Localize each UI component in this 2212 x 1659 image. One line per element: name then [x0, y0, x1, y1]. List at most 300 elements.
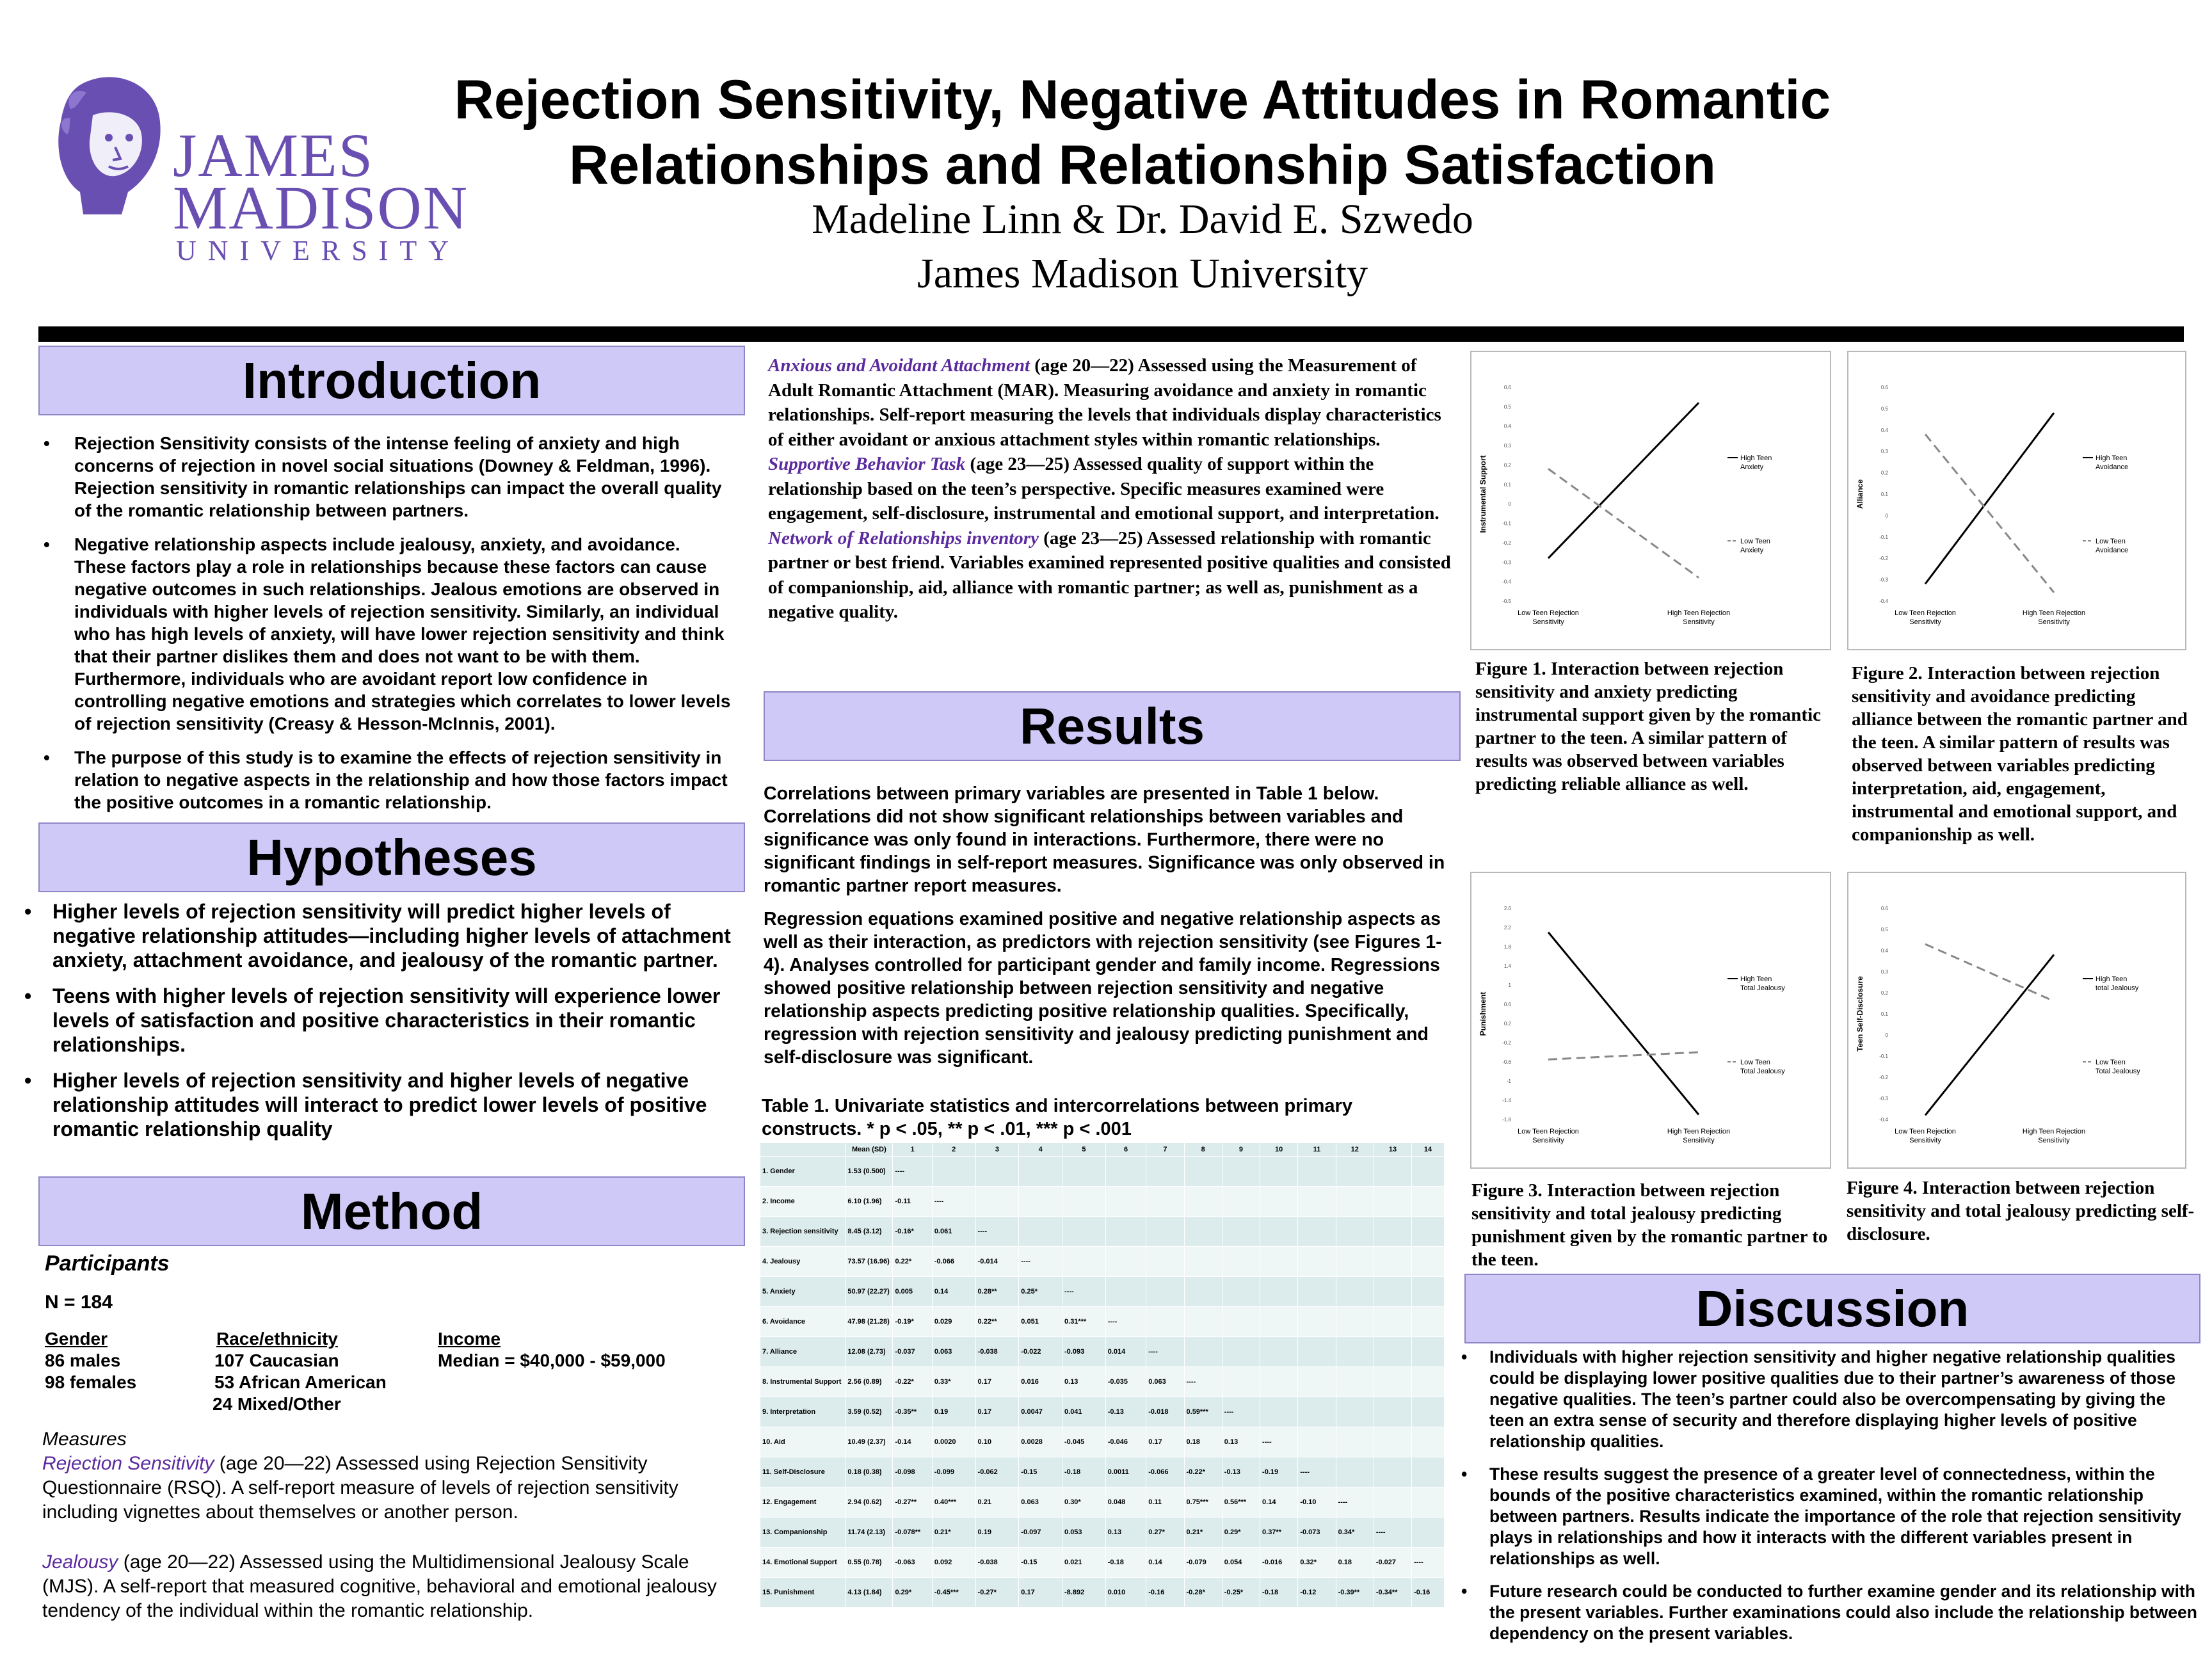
figure-4-plot: [1848, 873, 2185, 1167]
table-cell: -0.11: [893, 1187, 932, 1217]
table-cell: 5. Anxiety: [760, 1277, 846, 1307]
table-cell: 0.21*: [932, 1518, 975, 1548]
table-cell: 1.53 (0.500): [846, 1157, 893, 1187]
table-header-cell: 7: [1146, 1143, 1184, 1157]
table-cell: [1298, 1307, 1336, 1337]
table-cell: 15. Punishment: [760, 1578, 846, 1608]
y-tick-label: -0.5: [1502, 598, 1511, 604]
table-cell: -0.066: [932, 1247, 975, 1277]
table-cell: [1260, 1187, 1298, 1217]
table-cell: [1336, 1217, 1374, 1247]
x-tick-label: High Teen Rejection Sensitivity: [2022, 1128, 2086, 1144]
table-cell: [1184, 1277, 1222, 1307]
table-header-cell: 12: [1336, 1143, 1374, 1157]
table-cell: -0.079: [1184, 1548, 1222, 1578]
table-cell: [1105, 1217, 1146, 1247]
measures-label: Measures: [42, 1429, 127, 1450]
y-tick-label: -0.1: [1502, 520, 1511, 527]
table-cell: [1184, 1337, 1222, 1367]
table-cell: 3.59 (0.52): [846, 1397, 893, 1427]
table-cell: 0.22**: [975, 1307, 1019, 1337]
table-cell: [1412, 1457, 1445, 1487]
table-cell: [1298, 1337, 1336, 1367]
table-cell: 0.25*: [1019, 1277, 1062, 1307]
table-cell: [1374, 1217, 1411, 1247]
y-tick-label: 0.4: [1503, 423, 1511, 429]
table-cell: ----: [1260, 1427, 1298, 1457]
table-cell: 4. Jealousy: [760, 1247, 846, 1277]
table-cell: 0.21: [975, 1487, 1019, 1518]
table-cell: -0.18: [1260, 1578, 1298, 1608]
y-tick-label: -0.2: [1879, 1075, 1888, 1080]
table-header-cell: 1: [893, 1143, 932, 1157]
race-label: Race/ethnicity: [216, 1329, 338, 1349]
table-cell: [1336, 1247, 1374, 1277]
race-mixed: 24 Mixed/Other: [212, 1394, 341, 1414]
table-cell: -0.16: [1146, 1578, 1184, 1608]
table-cell: [1260, 1307, 1298, 1337]
table-cell: 0.063: [1019, 1487, 1062, 1518]
legend-label: Low Teen Total Jealousy: [1740, 1059, 1785, 1075]
table-cell: -0.28*: [1184, 1578, 1222, 1608]
list-item: • Future research could be conducted to further examine gender and its relationship with the present variables. Further examinations could also include the relationship between dependency on the present variables.: [1456, 1581, 2199, 1644]
series-line: [1925, 434, 2054, 592]
table-cell: -0.063: [893, 1548, 932, 1578]
table-cell: -0.073: [1298, 1518, 1336, 1548]
table-row: [760, 1518, 1445, 1548]
table-cell: -0.34**: [1374, 1578, 1411, 1608]
table-cell: -0.038: [975, 1548, 1019, 1578]
y-tick-label: 2.2: [1503, 925, 1511, 931]
x-tick-label: High Teen Rejection Sensitivity: [1667, 1128, 1731, 1144]
table-cell: [1374, 1157, 1411, 1187]
table-grid: [760, 1142, 1445, 1608]
hypotheses-heading: Hypotheses: [38, 822, 745, 892]
y-tick-label: 0: [1885, 513, 1888, 519]
table-header-cell: 2: [932, 1143, 975, 1157]
table-cell: ----: [1019, 1247, 1062, 1277]
table-cell: [1105, 1277, 1146, 1307]
figure-4: [1847, 872, 2186, 1169]
table-cell: [1260, 1277, 1298, 1307]
header-divider: [38, 326, 2184, 342]
table-cell: 0.33*: [932, 1367, 975, 1397]
table-cell: 9. Interpretation: [760, 1397, 846, 1427]
table-cell: -0.016: [1260, 1548, 1298, 1578]
table-cell: 0.0011: [1105, 1457, 1146, 1487]
legend-label: Low Teen Avoidance: [2096, 538, 2129, 554]
table-cell: -0.097: [1019, 1518, 1062, 1548]
table-cell: [1222, 1337, 1260, 1367]
y-tick-label: 0.6: [1880, 385, 1888, 390]
table-cell: [932, 1157, 975, 1187]
table-cell: [1412, 1487, 1445, 1518]
table-caption: [762, 1094, 1459, 1141]
table-cell: -0.038: [975, 1337, 1019, 1367]
y-tick-label: 0.6: [1880, 906, 1888, 911]
table-cell: 0.0020: [932, 1427, 975, 1457]
y-tick-label: 0.2: [1880, 470, 1888, 476]
discussion-list: [1456, 1347, 2199, 1656]
list-item: • Teens with higher levels of rejection sensitivity will experience lower levels of satisfaction and positive characteristics in their romantic relationships.: [19, 984, 742, 1057]
table-cell: -0.027: [1374, 1548, 1411, 1578]
table-cell: -0.046: [1105, 1427, 1146, 1457]
table-cell: 0.21*: [1184, 1518, 1222, 1548]
table-cell: 12. Engagement: [760, 1487, 846, 1518]
table-cell: 0.19: [975, 1518, 1019, 1548]
table-cell: [1412, 1367, 1445, 1397]
table-row: [760, 1187, 1445, 1217]
table-cell: [1146, 1187, 1184, 1217]
table-cell: [1336, 1187, 1374, 1217]
y-tick-label: 0.3: [1880, 969, 1888, 975]
madison-portrait-icon: [45, 70, 179, 218]
table-cell: [975, 1157, 1019, 1187]
race-african-american: 53 African American: [214, 1372, 387, 1392]
table-cell: 73.57 (16.96): [846, 1247, 893, 1277]
table-cell: [1374, 1487, 1411, 1518]
table-cell: [1260, 1247, 1298, 1277]
table-cell: 0.14: [1146, 1548, 1184, 1578]
logo-word-university: UNIVERSITY: [176, 235, 460, 266]
measures-continued: [768, 353, 1456, 625]
table-cell: [1062, 1247, 1106, 1277]
table-header-cell: 3: [975, 1143, 1019, 1157]
table-cell: ----: [1298, 1457, 1336, 1487]
table-row: [760, 1578, 1445, 1608]
table-cell: [1298, 1277, 1336, 1307]
legend-label: Low Teen Anxiety: [1740, 538, 1770, 554]
poster-title: [358, 67, 1927, 198]
table-cell: [1336, 1277, 1374, 1307]
y-axis-label: Alliance: [1855, 479, 1864, 509]
figure-1-caption: Figure 1. Interaction between rejection sensitivity and anxiety predicting instrumental support given by the romantic partner to the teen. A similar pattern of results was observed between variables predicting reliable alliance as well.: [1475, 659, 1822, 794]
y-tick-label: -0.4: [1879, 598, 1888, 604]
table-cell: [1374, 1337, 1411, 1367]
table-cell: 0.37**: [1260, 1518, 1298, 1548]
measure-rejection-sensitivity: [42, 1452, 743, 1525]
table-cell: 0.17: [1146, 1427, 1184, 1457]
y-tick-label: 0.5: [1503, 404, 1511, 410]
table-cell: 0.0047: [1019, 1397, 1062, 1427]
figure-1: [1470, 351, 1831, 650]
table-cell: [1412, 1157, 1445, 1187]
table-cell: 0.014: [1105, 1337, 1146, 1367]
table-cell: -0.22*: [893, 1367, 932, 1397]
x-tick-label: High Teen Rejection Sensitivity: [2022, 609, 2086, 626]
table-cell: 0.13: [1222, 1427, 1260, 1457]
y-axis-label: Instrumental Support: [1479, 455, 1487, 533]
table-cell: [1298, 1187, 1336, 1217]
table-cell: -0.45***: [932, 1578, 975, 1608]
table-cell: -0.14: [893, 1427, 932, 1457]
table-cell: [1184, 1157, 1222, 1187]
table-cell: 0.31***: [1062, 1307, 1106, 1337]
table-cell: -0.12: [1298, 1578, 1336, 1608]
introduction-heading: Introduction: [38, 346, 745, 415]
results-heading: Results: [764, 691, 1461, 761]
table-cell: 0.32*: [1298, 1548, 1336, 1578]
table-cell: [1146, 1277, 1184, 1307]
table-cell: -8.892: [1062, 1578, 1106, 1608]
y-tick-label: -0.6: [1502, 1059, 1511, 1065]
title-line-2: Relationships and Relationship Satisfaction: [569, 134, 1716, 196]
y-tick-label: 0.1: [1880, 1011, 1888, 1017]
table-cell: 0.010: [1105, 1578, 1146, 1608]
table-cell: ----: [1374, 1518, 1411, 1548]
table-cell: 0.22*: [893, 1247, 932, 1277]
figure-3-plot: [1471, 873, 1830, 1167]
table-cell: [1298, 1217, 1336, 1247]
series-line: [1548, 933, 1699, 1115]
table-cell: ----: [893, 1157, 932, 1187]
series-line: [1925, 944, 2054, 1001]
figure-2-caption: Figure 2. Interaction between rejection sensitivity and avoidance predicting alliance between the romantic partner and the teen. A similar pattern of results was observed between variables predicting interpretation, aid, engagement, instrumental and emotional support, and companionship as well.: [1852, 663, 2188, 845]
table-cell: 50.97 (22.27): [846, 1277, 893, 1307]
y-tick-label: 0.2: [1880, 990, 1888, 996]
table-row: [760, 1337, 1445, 1367]
table-header-cell: 8: [1184, 1143, 1222, 1157]
table-cell: [1260, 1397, 1298, 1427]
table-cell: -0.099: [932, 1457, 975, 1487]
table-cell: 0.029: [932, 1307, 975, 1337]
list-item: • Higher levels of rejection sensitivity will predict higher levels of negative relationship attitudes—including higher levels of attachment anxiety, attachment avoidance, and jealousy of the romantic partner.: [19, 899, 742, 972]
table-header-cell: 9: [1222, 1143, 1260, 1157]
table-cell: [1260, 1367, 1298, 1397]
table-cell: 0.17: [975, 1367, 1019, 1397]
table-cell: -0.25*: [1222, 1578, 1260, 1608]
y-tick-label: 0.6: [1503, 1002, 1511, 1007]
gender-male: 86 males: [45, 1350, 121, 1370]
table-header-cell: 4: [1019, 1143, 1062, 1157]
table-cell: -0.014: [975, 1247, 1019, 1277]
table-cell: 0.13: [1105, 1518, 1146, 1548]
table-header-cell: 11: [1298, 1143, 1336, 1157]
series-line: [1548, 1052, 1699, 1059]
y-tick-label: -0.3: [1879, 1096, 1888, 1102]
table-cell: 0.10: [975, 1427, 1019, 1457]
table-cell: 0.14: [932, 1277, 975, 1307]
x-tick-label: High Teen Rejection Sensitivity: [1667, 609, 1731, 626]
table-cell: -0.27*: [975, 1578, 1019, 1608]
measure-text: (age 20—22) Assessed using the Measurement of Adult Romantic Attachment (MAR). Measuring avoidance and anxiety in romantic relationships. Self-report measuring the levels that individuals display characteristics of either avoidant or anxious attachment styles within romantic relationships.: [768, 355, 1441, 450]
table-row: [760, 1427, 1445, 1457]
table-cell: [1184, 1217, 1222, 1247]
figure-1-plot: [1471, 352, 1830, 649]
table-cell: 11.74 (2.13): [846, 1518, 893, 1548]
table-cell: 0.063: [1146, 1367, 1184, 1397]
table-cell: -0.19: [1260, 1457, 1298, 1487]
authors: Madeline Linn & Dr. David E. Szwedo: [812, 196, 1473, 243]
y-axis-label: Punishment: [1479, 991, 1487, 1036]
table-cell: -0.15: [1019, 1457, 1062, 1487]
table-cell: ----: [1146, 1337, 1184, 1367]
table-cell: 4.13 (1.84): [846, 1578, 893, 1608]
table-row: [760, 1487, 1445, 1518]
table-cell: [1336, 1307, 1374, 1337]
list-item: • Negative relationship aspects include jealousy, anxiety, and avoidance. These factors play a role in relationships because these factors can cause negative outcomes in such relationships. Jealous emotions are observed in individuals with higher levels of rejection sensitivity. Similarly, an individual who has high levels of anxiety, will have lower rejection sensitivity and think that their partner dislikes them and does not want to be with them. Furthermore, individuals who are avoidant report low confidence in controlling negative emotions and strategies which correlates to lower levels of rejection sensitivity (Creasy & Hesson-McInnis, 2001).: [38, 533, 736, 735]
table-cell: [1298, 1247, 1336, 1277]
table-cell: [1412, 1337, 1445, 1367]
introduction-list: [38, 432, 736, 825]
table-cell: [1412, 1247, 1445, 1277]
table-cell: [1298, 1397, 1336, 1427]
table-cell: -0.098: [893, 1457, 932, 1487]
table-cell: ----: [932, 1187, 975, 1217]
y-tick-label: 1: [1508, 982, 1511, 988]
method-heading: Method: [38, 1176, 745, 1246]
table-cell: [1146, 1217, 1184, 1247]
y-tick-label: 0.3: [1880, 449, 1888, 455]
table-cell: [1062, 1217, 1106, 1247]
table-cell: [1062, 1187, 1106, 1217]
table-cell: [1412, 1187, 1445, 1217]
list-item: • Individuals with higher rejection sensitivity and higher negative relationship qualities could be displaying lower positive qualities due to their partner’s awareness of those negative qualities. The teen’s partner could also be overcompensating by giving the teen an extra sense of security and therefore displaying higher levels of positive relationship qualities.: [1456, 1347, 2199, 1452]
table-cell: ----: [1105, 1307, 1146, 1337]
figure-3-caption: Figure 3. Interaction between rejection sensitivity and total jealousy predicting punishment given by the romantic partner to the teen.: [1471, 1180, 1828, 1270]
table-cell: [1105, 1157, 1146, 1187]
table-header-cell: 13: [1374, 1143, 1411, 1157]
measure-text: (age 20—22) Assessed using Rejection Sensitivity Questionnaire (RSQ). A self-report measure of levels of rejection sensitivity including vignettes about themselves or another person.: [42, 1453, 678, 1523]
table-cell: [1412, 1277, 1445, 1307]
series-line: [1548, 403, 1699, 558]
table-header-cell: 6: [1105, 1143, 1146, 1157]
table-cell: -0.18: [1062, 1457, 1106, 1487]
table-cell: -0.037: [893, 1337, 932, 1367]
table-cell: 6.10 (1.96): [846, 1187, 893, 1217]
title-line-1: Rejection Sensitivity, Negative Attitudes in Romantic: [454, 69, 1831, 131]
table-cell: [1260, 1337, 1298, 1367]
table-cell: 0.048: [1105, 1487, 1146, 1518]
measure-name: Jealousy: [42, 1551, 118, 1573]
measure-name: Supportive Behavior Task: [768, 454, 966, 474]
table-cell: -0.018: [1146, 1397, 1184, 1427]
table-cell: 47.98 (21.28): [846, 1307, 893, 1337]
y-tick-label: 0.2: [1503, 462, 1511, 469]
figure-2: [1847, 351, 2186, 650]
table-header-cell: 10: [1260, 1143, 1298, 1157]
y-tick-label: -1.8: [1502, 1117, 1511, 1123]
table-cell: ----: [975, 1217, 1019, 1247]
table-cell: [1374, 1307, 1411, 1337]
discussion-heading: Discussion: [1464, 1274, 2200, 1343]
hypotheses-list: [19, 899, 742, 1153]
logo-word-madison: MADISON: [173, 173, 469, 242]
table-row: [760, 1157, 1445, 1187]
legend-label: High Teen total Jealousy: [2096, 975, 2139, 992]
y-tick-label: -0.3: [1502, 559, 1511, 566]
table-cell: -0.35**: [893, 1397, 932, 1427]
y-tick-label: 0.2: [1503, 1021, 1511, 1027]
table-cell: [1298, 1157, 1336, 1187]
table-cell: 0.054: [1222, 1548, 1260, 1578]
table-cell: 0.55 (0.78): [846, 1548, 893, 1578]
measure-text: (age 23—25) Assessed quality of support within the relationship based on the teen’s perspective. Specific measures examined were engagement, self-disclosure, instrumental and emotional support, and interpretation.: [768, 454, 1439, 524]
y-tick-label: 0.4: [1880, 427, 1888, 433]
list-item: • These results suggest the presence of a greater level of connectedness, within the bounds of the positive characteristics examined, within the romantic relationship between partners. Results indicate the importance of the role that rejection sensitivity plays in relationships and how it interacts with the different variables present in relationships as well.: [1456, 1464, 2199, 1569]
table-cell: 0.061: [932, 1217, 975, 1247]
table-cell: 2.56 (0.89): [846, 1367, 893, 1397]
table-cell: [1019, 1217, 1062, 1247]
series-line: [1548, 469, 1699, 578]
x-tick-label: Low Teen Rejection Sensitivity: [1895, 1128, 1956, 1144]
y-tick-label: 0.1: [1880, 492, 1888, 497]
table-cell: 0.005: [893, 1277, 932, 1307]
table-cell: -0.39**: [1336, 1578, 1374, 1608]
table-cell: 0.051: [1019, 1307, 1062, 1337]
table-cell: [1336, 1367, 1374, 1397]
income-median: Median = $40,000 - $59,000: [438, 1350, 666, 1370]
series-line: [1925, 955, 2054, 1116]
figure-4-caption: Figure 4. Interaction between rejection sensitivity and total jealousy predicting self-disclosure.: [1847, 1178, 2195, 1244]
table-cell: 8.45 (3.12): [846, 1217, 893, 1247]
table-cell: [1374, 1247, 1411, 1277]
y-tick-label: 0: [1885, 1032, 1888, 1038]
table-cell: [1412, 1397, 1445, 1427]
table-cell: [1146, 1157, 1184, 1187]
legend-label: High Teen Anxiety: [1740, 454, 1772, 471]
table-cell: 0.14: [1260, 1487, 1298, 1518]
table-caption-line-1: Table 1. Univariate statistics and intercorrelations between primary: [762, 1096, 1352, 1116]
results-paragraph-1: Correlations between primary variables are presented in Table 1 below. Correlations did not show significant relationships between variables and significance was only found in interactions. Furthermore, there were no significant findings in self-report measures. Significance was only observed in romantic partner report measures.: [764, 783, 1445, 896]
y-tick-label: -0.2: [1502, 540, 1511, 546]
table-cell: 10.49 (2.37): [846, 1427, 893, 1457]
table-cell: 0.063: [932, 1337, 975, 1367]
table-cell: 0.17: [975, 1397, 1019, 1427]
table-cell: 0.19: [932, 1397, 975, 1427]
table-cell: [1374, 1397, 1411, 1427]
table-cell: 0.053: [1062, 1518, 1106, 1548]
y-tick-label: -0.4: [1879, 1117, 1888, 1123]
table-cell: [1222, 1247, 1260, 1277]
table-cell: 0.30*: [1062, 1487, 1106, 1518]
figure-2-plot: [1848, 352, 2185, 649]
table-cell: -0.27**: [893, 1487, 932, 1518]
table-cell: 0.18: [1336, 1548, 1374, 1578]
table-cell: [1146, 1307, 1184, 1337]
gender-label: Gender: [45, 1329, 108, 1349]
legend-label: High Teen Avoidance: [2096, 454, 2129, 471]
table-cell: 0.18 (0.38): [846, 1457, 893, 1487]
table-cell: ----: [1222, 1397, 1260, 1427]
y-tick-label: -0.2: [1502, 1040, 1511, 1046]
x-tick-label: Low Teen Rejection Sensitivity: [1518, 609, 1579, 626]
table-cell: 2.94 (0.62): [846, 1487, 893, 1518]
participants-label: Participants: [45, 1251, 170, 1276]
table-cell: [1184, 1247, 1222, 1277]
table-cell: [1374, 1187, 1411, 1217]
table-cell: -0.10: [1298, 1487, 1336, 1518]
table-cell: [1374, 1367, 1411, 1397]
table-row: [760, 1217, 1445, 1247]
table-row: [760, 1457, 1445, 1487]
y-tick-label: 0.5: [1880, 406, 1888, 412]
table-cell: 0.27*: [1146, 1518, 1184, 1548]
table-row: [760, 1277, 1445, 1307]
measure-name: Network of Relationships inventory: [768, 527, 1039, 549]
y-tick-label: 0: [1508, 501, 1511, 508]
y-tick-label: 1.8: [1503, 944, 1511, 950]
table-cell: -0.045: [1062, 1427, 1106, 1457]
table-cell: [1184, 1307, 1222, 1337]
list-item: • Higher levels of rejection sensitivity and higher levels of negative relationship attitudes will interact to predict lower levels of positive romantic relationship quality: [19, 1068, 742, 1141]
table-cell: ----: [1062, 1277, 1106, 1307]
y-tick-label: 0.6: [1503, 385, 1511, 390]
y-tick-label: 2.6: [1503, 906, 1511, 911]
y-tick-label: -0.1: [1879, 1054, 1888, 1059]
table-cell: -0.13: [1222, 1457, 1260, 1487]
table-cell: ----: [1184, 1367, 1222, 1397]
